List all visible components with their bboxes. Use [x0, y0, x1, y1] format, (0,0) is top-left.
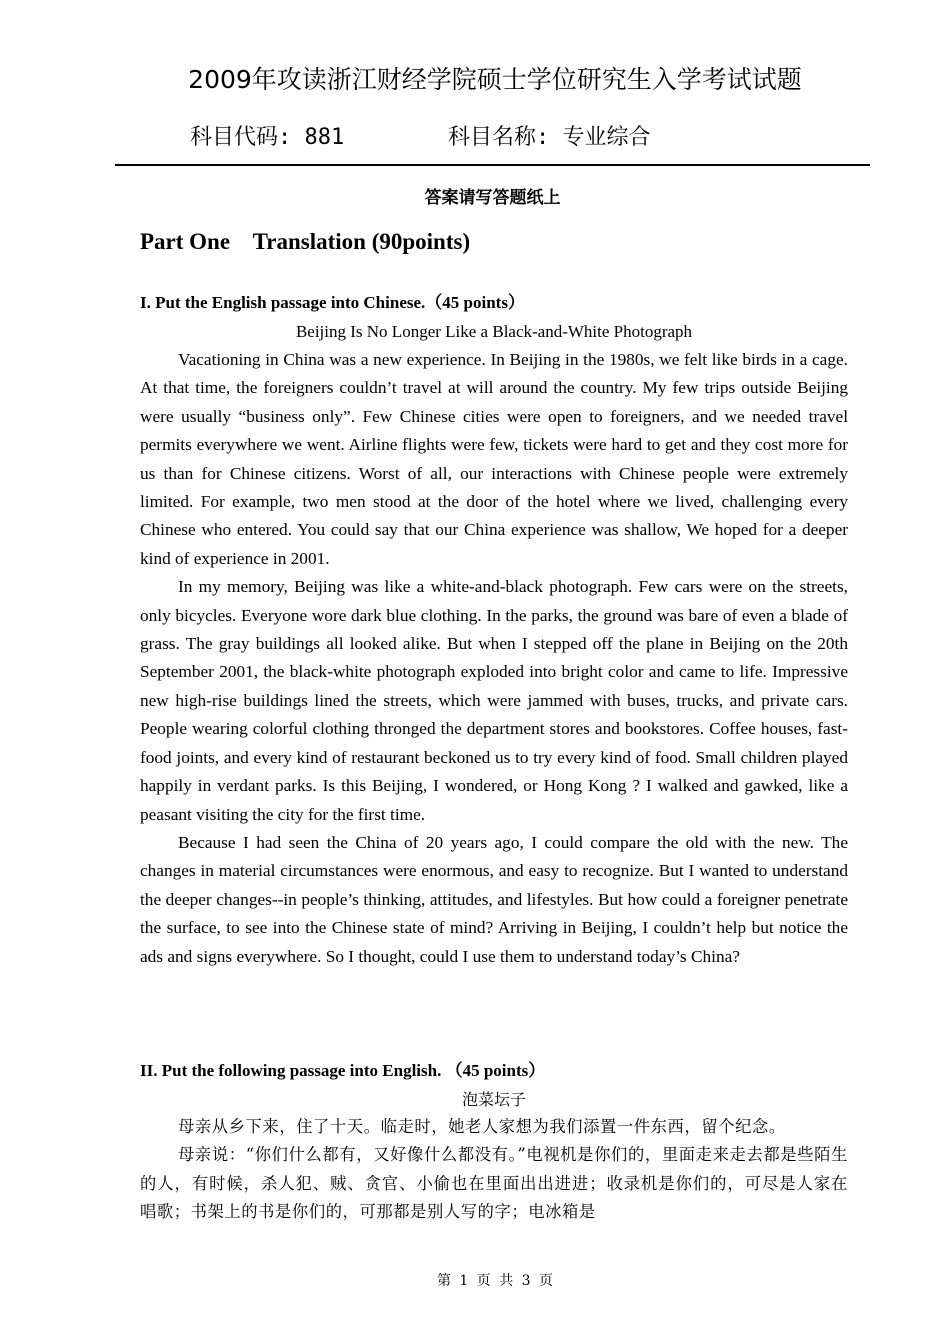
- subject-code: 科目代码: 881: [190, 125, 345, 150]
- page-title: 2009年攻读浙江财经学院硕士学位研究生入学考试试题: [188, 65, 802, 94]
- section-2-passage-title: 泡菜坛子: [461, 1090, 526, 1109]
- section-2-passage: [140, 1113, 848, 1227]
- paragraph: Because I had seen the China of 20 years ago, I could compare the old with the new. The changes in material circumstances were enormous, and easy to recognize. But I wanted to understand the deeper changes--in people’s thinking, attitudes, and lifestyles. But how could a foreigner penetrate the surface, to see into the Chinese state of mind? Arriving in Beijing, I couldn’t help but notice the ads and signs everywhere. So I thought, could I use them to understand today’s China?: [140, 832, 848, 966]
- paragraph: 母亲从乡下来，住了十天。临走时，她老人家想为我们添置一件东西，留个纪念。: [178, 1117, 786, 1136]
- section-1-passage: [140, 346, 848, 971]
- section-1-passage-title: Beijing Is No Longer Like a Black-and-White Photograph: [295, 322, 693, 341]
- section-1-heading: I. Put the English passage into Chinese.（45 points）: [140, 293, 525, 312]
- page-footer: 第 1 页 共 3 页: [436, 1273, 554, 1289]
- paragraph: Vacationing in China was a new experience. In Beijing in the 1980s, we felt like birds in a cage. At that time, the foreigners couldn’t travel at will around the country. My few trips outside Beijing were usually “business only”. Few Chinese cities were open to foreigners, and we needed travel permits everywhere we went. Airline flights were few, tickets were hard to get and they cost more for us than for Chinese citizens. Worst of all, our interactions with Chinese people were extremely limited. For example, two men stood at the door of the hotel where we lived, challenging every Chinese who entered. You could say that our China experience was shallow, We hoped for a deeper kind of experience in 2001.: [140, 350, 848, 568]
- paragraph: In my memory, Beijing was like a white-and-black photograph. Few cars were on the streets, only bicycles. Everyone wore dark blue clothing. In the parks, the ground was bare of even a blade of grass. The gray buildings all looked alike. But when I stepped off the plane in Beijing on the 20th September 2001, the black-white photograph exploded into bright color and came to life. Impressive new high-rise buildings lined the streets, which were jammed with buses, trucks, and private cars. People wearing colorful clothing thronged the department stores and bookstores. Coffee houses, fast-food joints, and every kind of restaurant beckoned us to try every kind of food. Small children played happily in verdant parks. Is this Beijing, I wondered, or Hong Kong ? I walked and gawked, like a peasant visiting the city for the first time.: [140, 577, 848, 824]
- subject-line: [190, 120, 850, 156]
- part-one-title: Part One Translation (90points): [140, 229, 471, 254]
- paragraph: 母亲说：“你们什么都有，又好像什么都没有。”电视机是你们的，里面走来走去都是些陌生的人，有时候，杀人犯、贼、贪官、小偷也在里面出出进进；收录机是你们的，可尽是人家在唱歌；书架上的书是你们的，可那都是别人写的字；电冰箱是: [140, 1145, 848, 1222]
- section-2-heading: II. Put the following passage into English. （45 points）: [140, 1061, 546, 1080]
- answer-instruction: 答案请写答题纸上: [424, 188, 561, 208]
- subject-name: 科目名称: 专业综合: [448, 125, 651, 150]
- header-divider: [115, 164, 870, 166]
